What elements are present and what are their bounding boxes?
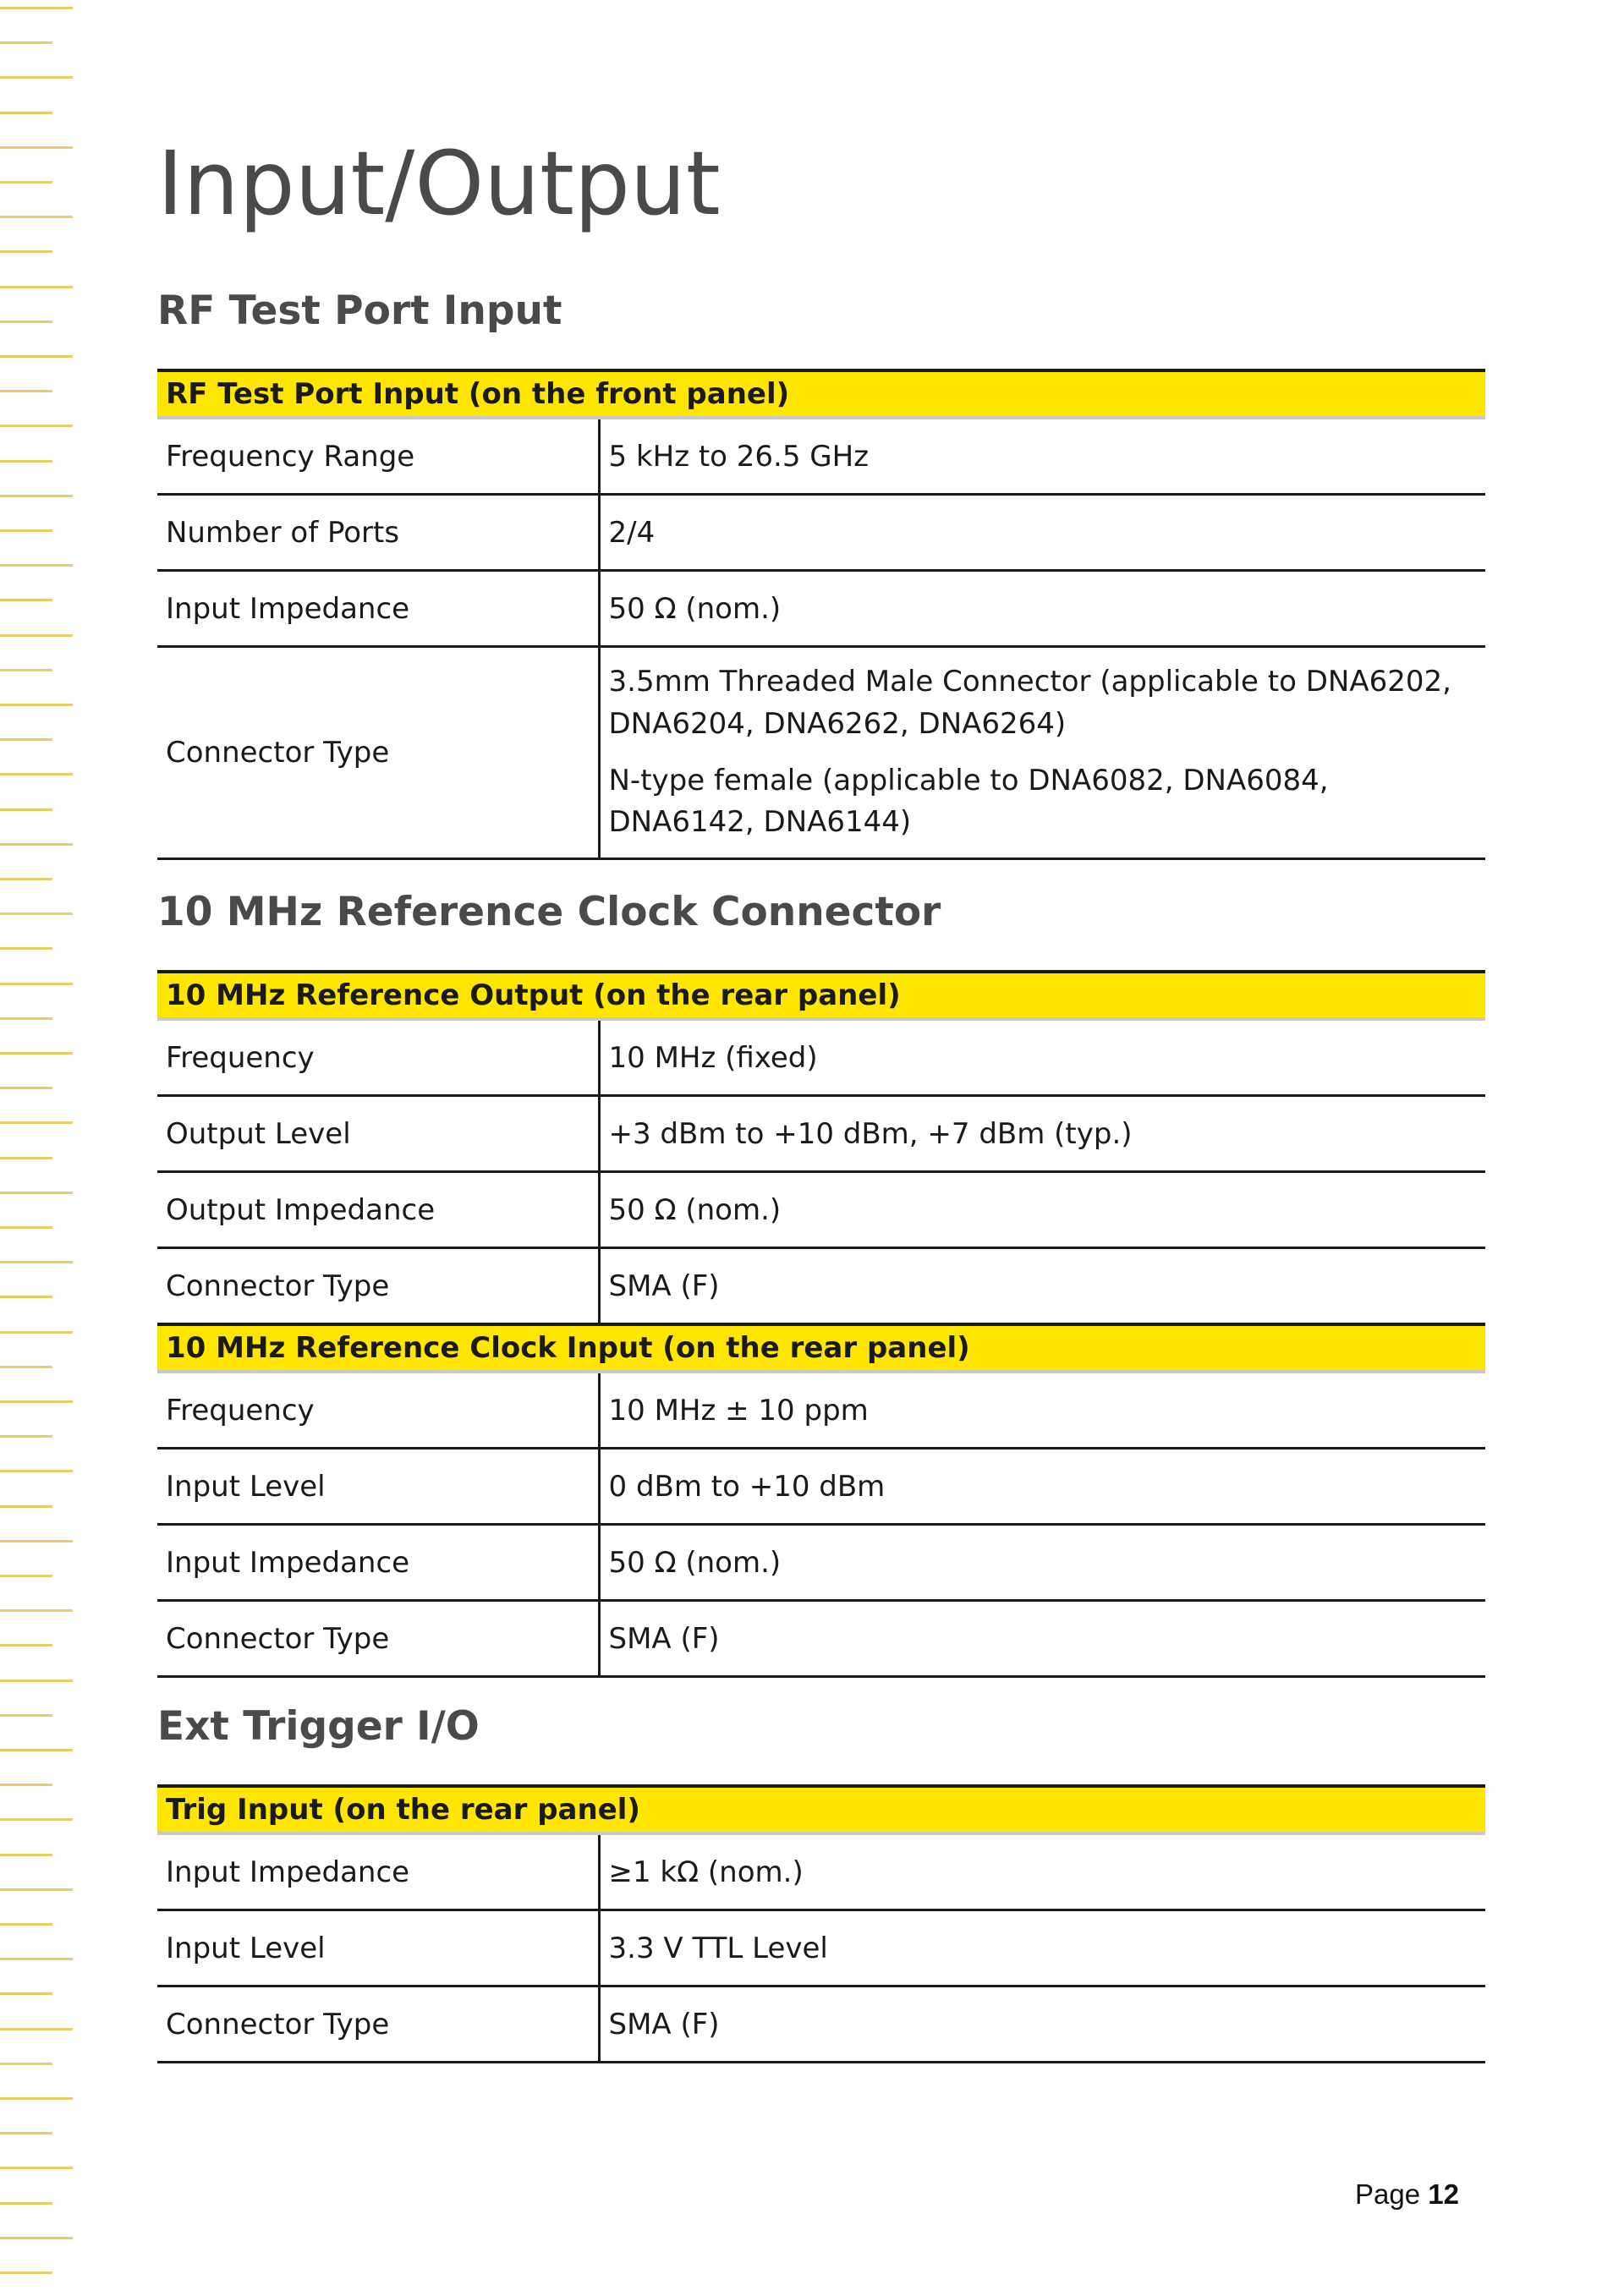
- spec-value: 50 Ω (nom.): [599, 1172, 1485, 1248]
- margin-tick: [0, 1505, 52, 1508]
- margin-tick: [0, 983, 73, 985]
- spec-label: Output Level: [157, 1096, 599, 1172]
- margin-tick: [0, 112, 52, 114]
- margin-tick: [0, 1331, 73, 1334]
- margin-tick: [0, 1992, 52, 1995]
- margin-tick: [0, 773, 73, 775]
- page-footer: [1355, 2178, 1459, 2211]
- margin-tick: [0, 1784, 52, 1786]
- margin-tick: [0, 1157, 52, 1159]
- margin-tick: [0, 216, 73, 218]
- table-header: 10 MHz Reference Output (on the rear panel): [157, 972, 1485, 1019]
- table-row: [157, 495, 1485, 571]
- spec-label: Frequency: [157, 1019, 599, 1096]
- spec-value: ≥1 kΩ (nom.): [599, 1833, 1485, 1910]
- margin-tick: [0, 843, 73, 846]
- spec-value-line: N-type female (applicable to DNA6082, DNA6084, DNA6142, DNA6144): [608, 764, 1329, 840]
- margin-tick: [0, 425, 73, 427]
- spec-value-line: 3.5mm Threaded Male Connector (applicable to DNA6202, DNA6204, DNA6262, DNA6264): [608, 665, 1451, 741]
- page-title: Input/Output: [157, 132, 721, 235]
- spec-label: Connector Type: [157, 1986, 599, 2063]
- margin-tick: [0, 947, 52, 950]
- margin-tick: [0, 321, 52, 323]
- table-header-row: [157, 972, 1485, 1019]
- margin-tick: [0, 1017, 52, 1020]
- table-row: [157, 1833, 1485, 1910]
- table-header: RF Test Port Input (on the front panel): [157, 370, 1485, 418]
- margin-tick: [0, 460, 52, 463]
- table-row: [157, 1096, 1485, 1172]
- table-header: Trig Input (on the rear panel): [157, 1786, 1485, 1833]
- spec-value: SMA (F): [599, 1601, 1485, 1677]
- margin-tick: [0, 1226, 52, 1229]
- table-row: [157, 1372, 1485, 1449]
- margin-tick: [0, 564, 73, 567]
- margin-tick: [0, 1714, 52, 1717]
- page-label: Page: [1355, 2178, 1421, 2210]
- table-header-row: [157, 370, 1485, 418]
- spec-label: Input Impedance: [157, 1525, 599, 1601]
- margin-tick: [0, 2063, 52, 2065]
- spec-label: Number of Ports: [157, 495, 599, 571]
- table-row: [157, 647, 1485, 859]
- margin-tick: [0, 634, 73, 637]
- spec-value: 2/4: [599, 495, 1485, 571]
- margin-tick: [0, 1644, 52, 1647]
- table-header-row: [157, 1324, 1485, 1372]
- margin-tick: [0, 1854, 52, 1856]
- table-row: [157, 571, 1485, 647]
- margin-tick: [0, 2132, 52, 2134]
- spec-value: 10 MHz ± 10 ppm: [599, 1372, 1485, 1449]
- margin-tick: [0, 2237, 73, 2239]
- margin-tick: [0, 669, 52, 671]
- margin-tick: [0, 146, 73, 149]
- spec-value: 3.3 V TTL Level: [599, 1910, 1485, 1986]
- table-row: [157, 1449, 1485, 1525]
- table-row: [157, 418, 1485, 495]
- margin-tick: [0, 1470, 73, 1472]
- margin-tick: [0, 1680, 73, 1682]
- spec-label: Input Level: [157, 1449, 599, 1525]
- margin-tick: [0, 1121, 73, 1124]
- section-title-ext-trigger: Ext Trigger I/O: [157, 1703, 480, 1750]
- spec-label: Connector Type: [157, 1601, 599, 1677]
- margin-tick: [0, 495, 73, 497]
- margin-tick: [0, 599, 52, 601]
- margin-tick: [0, 529, 52, 532]
- spec-label: Connector Type: [157, 1248, 599, 1325]
- spec-value: 10 MHz (fixed): [599, 1019, 1485, 1096]
- margin-tick: [0, 2167, 73, 2169]
- margin-tick: [0, 390, 52, 392]
- margin-tick: [0, 1366, 52, 1368]
- spec-label: Output Impedance: [157, 1172, 599, 1248]
- margin-tick: [0, 1958, 73, 1960]
- table-row: [157, 1910, 1485, 1986]
- margin-tick: [0, 1818, 73, 1821]
- spec-value: 0 dBm to +10 dBm: [599, 1449, 1485, 1525]
- spec-label: Input Impedance: [157, 571, 599, 647]
- spec-value: 5 kHz to 26.5 GHz: [599, 418, 1485, 495]
- spec-value: 50 Ω (nom.): [599, 1525, 1485, 1601]
- margin-tick: [0, 286, 73, 288]
- table-row: [157, 1019, 1485, 1096]
- margin-tick: [0, 1435, 52, 1438]
- table-header: 10 MHz Reference Clock Input (on the rear panel): [157, 1324, 1485, 1372]
- margin-tick: [0, 2271, 52, 2274]
- section-title-reference-clock: 10 MHz Reference Clock Connector: [157, 889, 941, 935]
- margin-tick: [0, 1888, 73, 1891]
- spec-value: SMA (F): [599, 1248, 1485, 1325]
- margin-tick: [0, 1296, 52, 1298]
- spec-label: Connector Type: [157, 647, 599, 859]
- margin-tick: [0, 181, 52, 184]
- margin-tick: [0, 250, 52, 253]
- margin-tick: [0, 2028, 73, 2030]
- margin-tick: [0, 1575, 52, 1577]
- margin-tick: [0, 808, 52, 811]
- margin-tick: [0, 7, 73, 9]
- margin-tick: [0, 1087, 52, 1089]
- page-number: 12: [1428, 2178, 1459, 2210]
- margin-tick: [0, 878, 52, 880]
- table-row: [157, 1525, 1485, 1601]
- spec-label: Input Impedance: [157, 1833, 599, 1910]
- table-row: [157, 1986, 1485, 2063]
- spec-label: Input Level: [157, 1910, 599, 1986]
- spec-value: [599, 647, 1485, 859]
- table-header-row: [157, 1786, 1485, 1833]
- trig-input-table: [157, 1784, 1485, 2063]
- margin-tick: [0, 1052, 73, 1055]
- margin-tick: [0, 1261, 73, 1263]
- margin-ticks: [0, 0, 102, 2296]
- margin-tick: [0, 2202, 52, 2205]
- margin-tick: [0, 1400, 73, 1403]
- margin-tick: [0, 738, 52, 741]
- spec-label: Frequency Range: [157, 418, 599, 495]
- margin-tick: [0, 41, 52, 44]
- margin-tick: [0, 704, 73, 706]
- margin-tick: [0, 1609, 73, 1612]
- spec-value: 50 Ω (nom.): [599, 571, 1485, 647]
- table-row: [157, 1601, 1485, 1677]
- margin-tick: [0, 1749, 73, 1751]
- spec-label: Frequency: [157, 1372, 599, 1449]
- margin-tick: [0, 1923, 52, 1926]
- margin-tick: [0, 2097, 73, 2100]
- section-title-rf-test-port: RF Test Port Input: [157, 288, 562, 334]
- margin-tick: [0, 1192, 73, 1194]
- table-row: [157, 1248, 1485, 1325]
- margin-tick: [0, 1540, 73, 1543]
- rf-test-port-table: [157, 369, 1485, 860]
- margin-tick: [0, 912, 73, 915]
- reference-output-table: [157, 970, 1485, 1678]
- spec-value: +3 dBm to +10 dBm, +7 dBm (typ.): [599, 1096, 1485, 1172]
- spec-value: SMA (F): [599, 1986, 1485, 2063]
- margin-tick: [0, 355, 73, 358]
- table-row: [157, 1172, 1485, 1248]
- margin-tick: [0, 76, 73, 79]
